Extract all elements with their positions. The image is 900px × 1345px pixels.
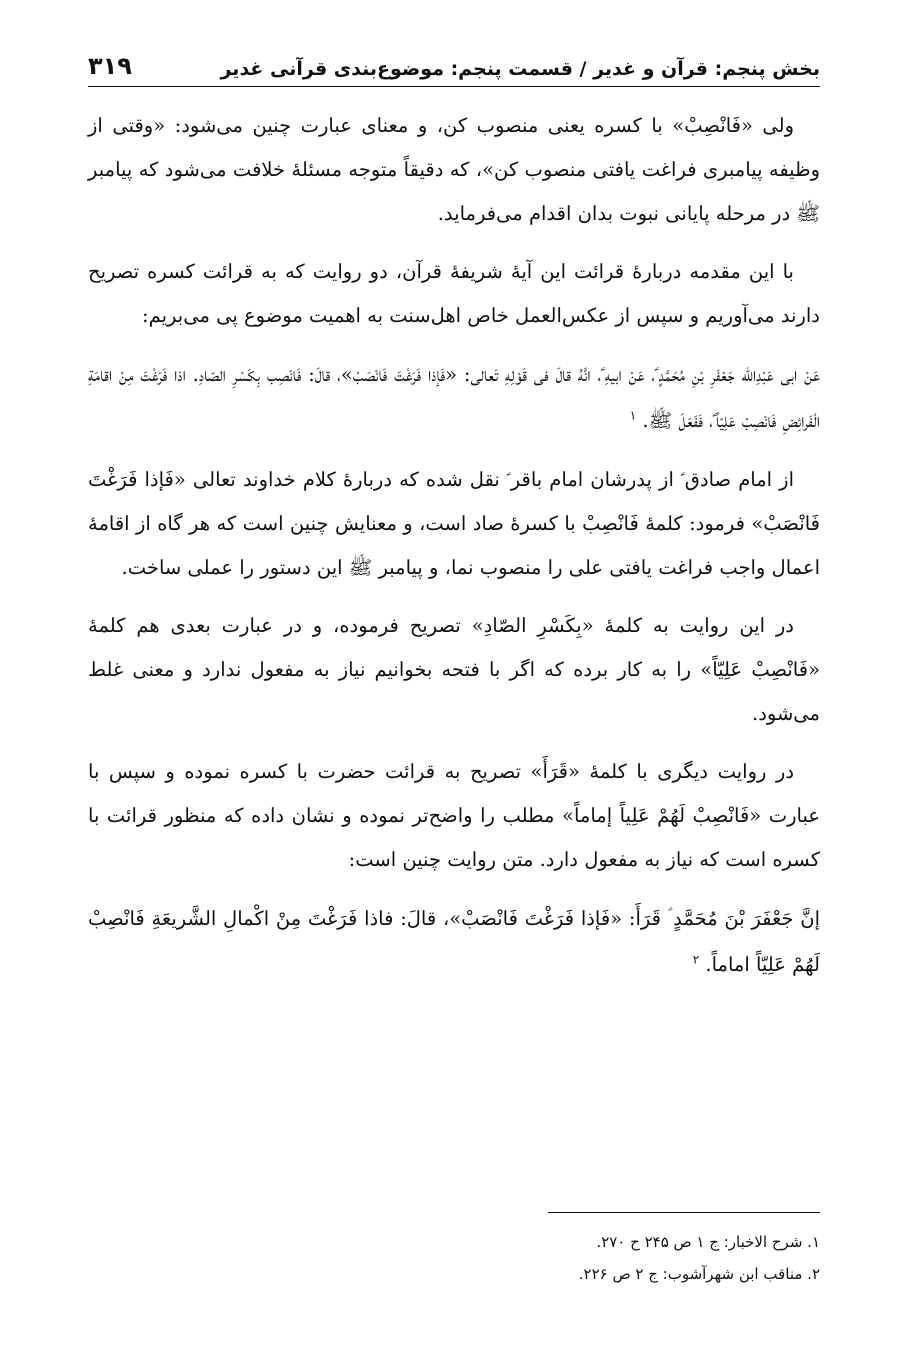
footnote-1: ۱. شرح الاخبار: ج ۱ ص ۲۴۵ ح ۲۷۰.	[596, 1233, 820, 1251]
footnote-divider	[548, 1212, 820, 1213]
header-divider	[88, 86, 820, 87]
page-number: ۳۱۹	[88, 52, 132, 80]
header-title: بخش پنجم: قرآن و غدیر / قسمت پنجم: موضوع‌بندی قرآنی غدیر	[220, 58, 820, 80]
paragraph-5: در روایت دیگری با کلمۀ «قَرَأَ» تصریح به قرائت حضرت با کسره نموده و سپس با عبارت «فَانْصِبْ لَهُمْ عَلِياً إماماً» مطلب را واضح‌تر نموده و نشان داده که منظور قرائت با کسره است که نیاز به مفعول دارد. متن روایت چنین است:	[88, 760, 820, 871]
footnote-2: ۲. مناقب ابن شهرآشوب: ج ۲ ص ۲۲۶.	[578, 1265, 820, 1283]
paragraph-1: ولی «فَانْصِبْ» با کسره یعنی منصوب کن، و معنای عبارت چنین می‌شود: «وقتی از وظیفه پیامبری فراغت یافتی منصوب کن»، که دقیقاً متوجه مسئلۀ خلافت می‌شود که پیامبر ﷺ در مرحله پایانی نبوت بدان اقدام می‌فرماید.	[88, 114, 820, 225]
hadith-quote-2	[88, 896, 820, 988]
running-header	[88, 40, 820, 80]
paragraph-2: با این مقدمه دربارۀ قرائت این آیۀ شریفۀ قرآن، دو روایت که به قرائت کسره تصریح دارند می‌آوریم و سپس از عکس‌العمل خاص اهل‌سنت به اهمیت موضوع پی می‌بریم:	[88, 260, 820, 327]
footnote-ref-1[interactable]: ۱	[629, 408, 637, 423]
footnotes	[88, 1226, 820, 1290]
hadith-quote-2-text: إنَّ جَعْفَرَ بْنَ مُحَمَّدٍ ؑ قَرَأَ: «فَإذا فَرَغْتَ فَانْصَبْ»، قالَ: فاذا فَرَغْتَ مِنْ اكْمالِ الشَّريعَةِ فَانْصِبْ لَهُمْ عَلِيّاً اماماً.	[88, 907, 820, 976]
book-page	[88, 0, 820, 1345]
footnote-ref-2[interactable]: ۲	[692, 952, 700, 967]
hadith-quote-1	[88, 352, 820, 444]
paragraph-3: از امام صادق ؑ از پدرشان امام باقر ؑ نقل شده که دربارۀ کلام خداوند تعالی «فَإذا فَرَغْتَ فَانْصَبْ» فرمود: کلمۀ فَانْصِبْ با کسرۀ صاد است، و معنایش چنین است که هر گاه از اقامۀ اعمال واجب فراغت یافتی علی را منصوب نما، و پیامبر ﷺ این دستور را عملی ساخت.	[88, 468, 820, 579]
paragraph-4: در این روایت به کلمۀ «بِكَسْرِ الصّادِ» تصریح فرموده، و در عبارت بعدی هم کلمۀ «فَانْصِبْ عَلِيّاً» را به کار برده که اگر با فتحه بخوانیم نیاز به مفعول ندارد و معنی غلط می‌شود.	[88, 614, 820, 725]
hadith-quote-1-text: عَنْ ابی عَبْدِالله جَعْفَرِ بْنِ مُحَمَّدٍ ؑ، عَنْ ابیهِ ؑ، انَّهُ قالَ فی قَوْلِهِ تَعالی: «فَإذا فَرَغْتَ فَانْصَبْ»، قالَ: فَانْصِب بِكَسْرِ الصّادِ. اذا فَرَغْتَ مِنْ اقامَةِ الْفَرائِضِ فَانْصِبْ عَلِيّاً ؑ، فَفَعَلَ ﷺ.	[88, 363, 820, 432]
page-body	[88, 104, 820, 1002]
